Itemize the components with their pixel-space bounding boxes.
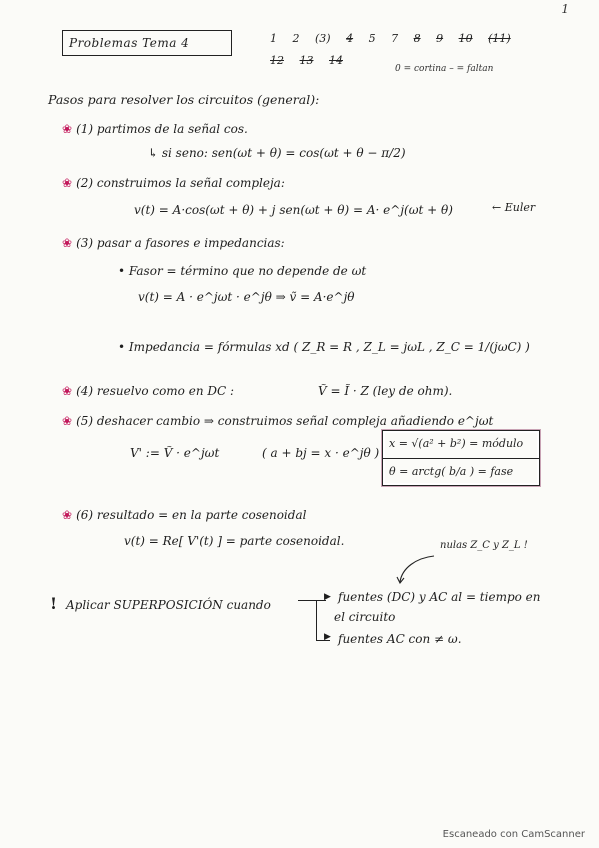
scanner-footer: Escaneado con CamScanner bbox=[442, 829, 585, 840]
problem-item: 10 bbox=[458, 32, 473, 45]
step-5-formula: V' := Ṽ · e^jωt bbox=[130, 446, 220, 460]
problem-item: 7 bbox=[391, 32, 399, 45]
fasor-definition: • Fasor = término que no depende de ωt bbox=[118, 264, 367, 278]
problem-item: (11) bbox=[488, 32, 511, 45]
problem-item: 13 bbox=[299, 54, 314, 67]
superposition-case-1-cont: el circuito bbox=[334, 610, 396, 624]
arrow-right-icon: ▶ bbox=[324, 632, 331, 642]
problem-item: 9 bbox=[436, 32, 444, 45]
page-number: 1 bbox=[561, 2, 569, 16]
warning-icon: ! bbox=[50, 594, 58, 613]
problem-item: 1 bbox=[270, 32, 277, 45]
step-2-formula: v(t) = A·cos(ωt + θ) + j sen(ωt + θ) = A· e^j(ωt + θ) bbox=[134, 203, 453, 217]
step-5 bbox=[62, 414, 493, 428]
modulus-line: x = √(a² + b²) = módulo bbox=[389, 437, 524, 450]
superposition-case-1: fuentes (DC) y AC al = tiempo en bbox=[338, 590, 541, 604]
problem-list bbox=[270, 32, 523, 67]
superposition-case-2: fuentes AC con ≠ ω. bbox=[338, 632, 462, 646]
curved-arrow-icon bbox=[396, 552, 436, 586]
step-6-formula: v(t) = Re[ V'(t) ] = parte cosenoidal. bbox=[124, 534, 345, 548]
bullet-icon: ❀ bbox=[62, 508, 73, 522]
step-2 bbox=[62, 176, 285, 190]
bullet-icon: ❀ bbox=[62, 176, 73, 190]
step-label: (5) deshacer cambio ⇒ construimos señal compleja añadiendo e^jωt bbox=[76, 414, 494, 428]
step-label: (3) pasar a fasores e impedancias: bbox=[76, 236, 285, 250]
page-title: Problemas Tema 4 bbox=[62, 30, 232, 56]
problem-item: 5 bbox=[368, 32, 376, 45]
legend: 0 = cortina – = faltan bbox=[395, 64, 494, 74]
bullet-icon: ❀ bbox=[62, 414, 73, 428]
arrow-right-icon: ▶ bbox=[324, 592, 331, 602]
problem-item: 12 bbox=[270, 54, 284, 67]
step-6 bbox=[62, 508, 306, 522]
step-label: (1) partimos de la señal cos. bbox=[76, 122, 248, 136]
bracket-line bbox=[298, 600, 326, 601]
step-1 bbox=[62, 122, 248, 136]
box-divider bbox=[383, 458, 539, 459]
fasor-formula: v(t) = A · e^jωt · e^jθ ⇒ ṽ = A·e^jθ bbox=[138, 290, 355, 304]
step-4-formula: Ṽ = Ĩ · Z (ley de ohm). bbox=[318, 384, 453, 398]
bracket-line bbox=[316, 600, 317, 640]
impedance-definition: • Impedancia = fórmulas xd ( Z_R = R , Z_L = jωL , Z_C = 1/(jωC) ) bbox=[118, 340, 530, 354]
problem-item: 2 bbox=[292, 32, 300, 45]
step-label: (4) resuelvo como en DC : bbox=[76, 384, 235, 398]
complex-polar: ( a + bj = x · e^jθ ) bbox=[262, 446, 380, 460]
section-heading: Pasos para resolver los circuitos (general): bbox=[48, 92, 320, 107]
problem-item: 14 bbox=[329, 54, 343, 67]
null-impedance-note: nulas Z_C y Z_L ! bbox=[440, 540, 528, 551]
bullet-icon: ❀ bbox=[62, 122, 73, 136]
problem-list-row2 bbox=[270, 54, 355, 67]
step-4 bbox=[62, 384, 234, 398]
problem-item: 4 bbox=[346, 32, 354, 45]
phase-line: θ = arctg( b/a ) = fase bbox=[389, 465, 514, 478]
bullet-icon: ❀ bbox=[62, 236, 73, 250]
bullet-icon: ❀ bbox=[62, 384, 73, 398]
step-label: (2) construimos la señal compleja: bbox=[76, 176, 285, 190]
modulus-phase-box bbox=[382, 430, 540, 486]
step-3 bbox=[62, 236, 285, 250]
problem-item: 8 bbox=[413, 32, 421, 45]
step-label: (6) resultado = en la parte cosenoidal bbox=[76, 508, 307, 522]
step-1-formula: ↳ si seno: sen(ωt + θ) = cos(ωt + θ − π/2) bbox=[148, 146, 406, 160]
problem-item: (3) bbox=[315, 32, 331, 45]
euler-note: ← Euler bbox=[492, 201, 536, 214]
superposition-lead: Aplicar SUPERPOSICIÓN cuando bbox=[66, 598, 271, 612]
